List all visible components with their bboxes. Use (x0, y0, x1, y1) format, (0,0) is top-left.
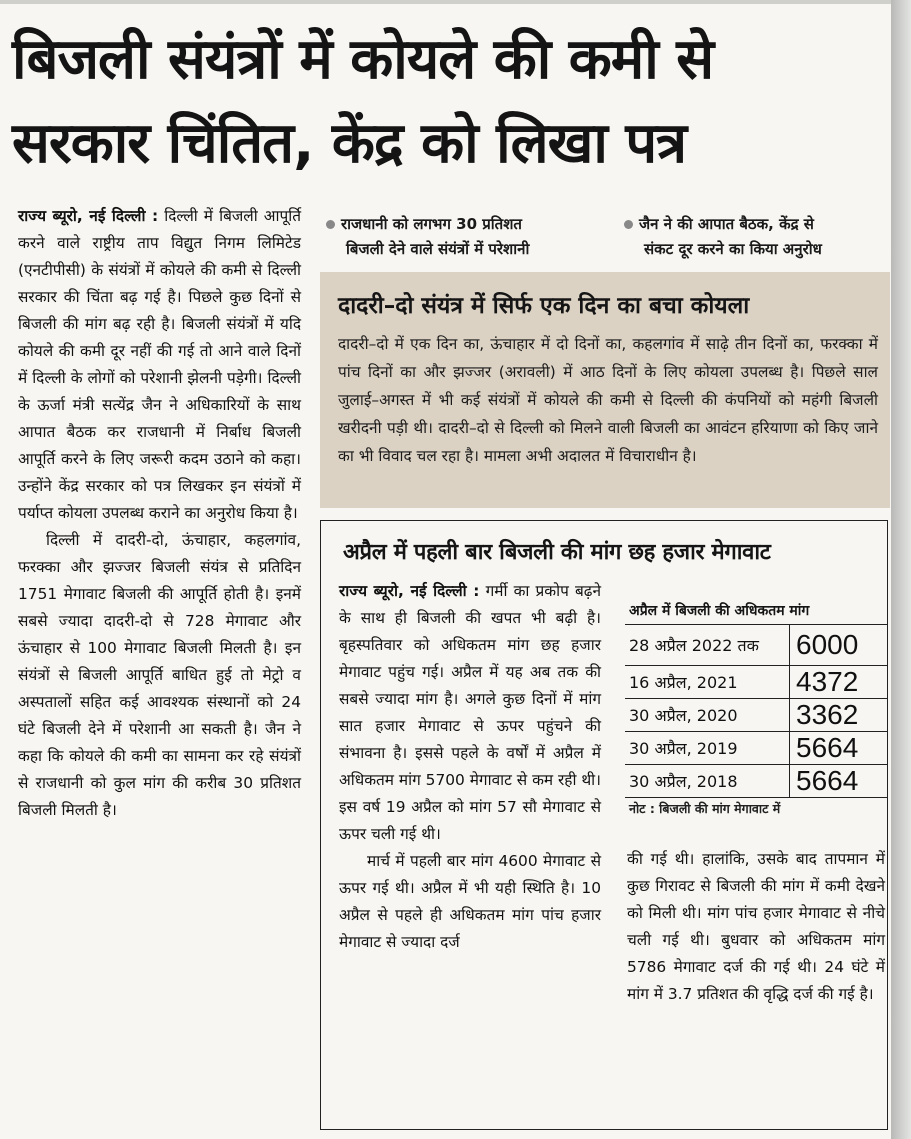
table-row (625, 666, 887, 699)
page-edge-shadow (891, 0, 911, 1139)
bullet-line: संकट दूर करने का किया अनुरोध (644, 240, 822, 258)
top-rule (0, 0, 891, 4)
bullet-line (326, 212, 616, 237)
table-date: 28 अप्रैल 2022 तक (629, 636, 759, 655)
bullet-text: राजधानी को लगभग 30 प्रतिशत (341, 215, 522, 233)
demand-table (625, 598, 887, 820)
highlight-bullet-1 (326, 212, 616, 262)
bullet-text: जैन ने की आपात बैठक, केंद्र से (639, 215, 814, 233)
sub-story-paragraph-1 (339, 578, 601, 848)
demand-table-note: नोट : बिजली की मांग मेगावाट में (629, 801, 781, 816)
sidebar-box-title: दादरी–दो संयंत्र में सिर्फ एक दिन का बचा कोयला (338, 293, 750, 319)
table-value: 5664 (789, 732, 887, 764)
table-value: 4372 (789, 666, 887, 698)
highlight-bullet-2 (624, 212, 886, 262)
table-row (625, 732, 887, 765)
headline-line-1: बिजली संयंत्रों में कोयले की कमी से (12, 27, 714, 92)
table-value: 3362 (789, 699, 887, 731)
sub-story-paragraph-3: की गई थी। हालांकि, उसके बाद तापमान में कुछ गिरावट से बिजली की मांग में कमी देखने को मिली थी। मांग पांच हजार मेगावाट से नीचे चली गई थी। बुधवार को अधिकतम मांग 5786 मेगावाट दर्ज की गई थी। 24 घंटे में मांग में 3.7 प्रतिशत की वृद्धि दर्ज की गई है। (627, 850, 885, 1003)
paragraph-text: दिल्ली में बिजली आपूर्ति करने वाले राष्ट्रीय ताप विद्युत निगम लिमिटेड (एनटीपीसी) के संयंत्रों में कोयले की कमी से दिल्ली सरकार की चिंता बढ़ गई है। पिछले कुछ दिनों से बिजली की मांग बढ़ रही है। बिजली संयंत्रों में यदि कोयले की कमी दूर नहीं की गई तो आने वाले दिनों में दिल्ली के लोगों को परेशानी झेलनी पड़ेगी। दिल्ली के ऊर्जा मंत्री सत्येंद्र जैन ने अधिकारियों के साथ आपात बैठक कर राजधानी में निर्बाध बिजली आपूर्ति करने के लिए जरूरी कदम उठाने को कहा। उन्होंने केंद्र सरकार को पत्र लिखकर इन संयंत्रों में पर्याप्त कोयला उपलब्ध कराने का अनुरोध किया है। (18, 207, 301, 522)
table-date: 30 अप्रैल, 2020 (629, 706, 738, 725)
headline (12, 18, 882, 186)
bullet-line (624, 212, 886, 237)
main-story-column (18, 203, 301, 824)
sub-story-column-2 (627, 846, 885, 1008)
sidebar-box-text: दादरी–दो में एक दिन का, ऊंचाहार में दो दिनों का, कहलगांव में साढ़े तीन दिनों का, फरक्का में पांच दिनों का और झज्जर (अरावली) में आठ दिनों के लिए कोयला उपलब्ध है। पिछले साल जुलाई–अगस्त में भी कई संयंत्रों में कोयले की कमी से दिल्ली की कंपनियों को महंगी बिजली खरीदनी पड़ी थी। दादरी–दो से दिल्ली को मिलने वाली बिजली का आवंटन हरियाणा को किए जाने का भी विवाद चल रहा है। मामला अभी अदालत में विचाराधीन है। (338, 335, 878, 465)
bullet-dot-icon (624, 220, 633, 229)
table-date: 30 अप्रैल, 2018 (629, 772, 738, 791)
table-row (625, 699, 887, 732)
bullet-line: बिजली देने वाले संयंत्रों में परेशानी (346, 240, 530, 258)
dateline: राज्य ब्यूरो, नई दिल्ली : (339, 582, 480, 600)
sub-story-column-1 (339, 578, 601, 956)
headline-line-2: सरकार चिंतित, केंद्र को लिखा पत्र (12, 111, 687, 176)
table-row (625, 765, 887, 798)
sub-story-title: अप्रैल में पहली बार बिजली की मांग छह हजार मेगावाट (343, 540, 771, 565)
paragraph-text: गर्मी का प्रकोप बढ़ने के साथ ही बिजली की खपत भी बढ़ी है। बृहस्पतिवार को अधिकतम मांग छह हजार मेगावाट पहुंच गई। अप्रैल में यह अब तक की सबसे ज्यादा मांग है। अगले कुछ दिनों में मांग सात हजार मेगावाट से ऊपर पहुंचने की संभावना है। इससे पहले के वर्षों में अप्रैल में अधिकतम मांग 5700 मेगावाट से कम रही थी। इस वर्ष 19 अप्रैल को मांग 57 सौ मेगावाट से ऊपर चली गई थी। (339, 582, 601, 843)
bullet-dot-icon (326, 220, 335, 229)
dateline: राज्य ब्यूरो, नई दिल्ली : (18, 207, 159, 225)
main-story-paragraph-1 (18, 203, 301, 527)
demand-table-title: अप्रैल में बिजली की अधिकतम मांग (625, 598, 887, 625)
sidebar-box (320, 272, 890, 508)
table-value: 6000 (789, 625, 887, 665)
main-story-paragraph-2: दिल्ली में दादरी-दो, ऊंचाहार, कहलगांव, फरक्का और झज्जर बिजली संयंत्र से प्रतिदिन 1751 मेगावाट बिजली की आपूर्ति होती है। इनमें सबसे ज्यादा दादरी-दो से 728 मेगावाट और ऊंचाहार से 100 मेगावाट बिजली मिलती है। इन संयंत्रों से बिजली आपूर्ति बाधित हुई तो मेट्रो व अस्पतालों सहित कई आवश्यक संस्थानों को 24 घंटे बिजली देने में परेशानी आ सकती है। जैन ने कहा कि कोयले की कमी का सामना कर रहे संयंत्रों से राजधानी को कुल मांग की करीब 30 प्रतिशत बिजली मिलती है। (18, 531, 301, 819)
table-row (625, 625, 887, 666)
table-date: 30 अप्रैल, 2019 (629, 739, 738, 758)
table-date: 16 अप्रैल, 2021 (629, 673, 738, 692)
table-value: 5664 (789, 765, 887, 797)
sub-story-paragraph-2: मार्च में पहली बार मांग 4600 मेगावाट से ऊपर गई थी। अप्रैल में भी यही स्थिति है। 10 अप्रैल से पहले ही अधिकतम मांग पांच हजार मेगावाट से ज्यादा दर्ज (339, 852, 601, 951)
